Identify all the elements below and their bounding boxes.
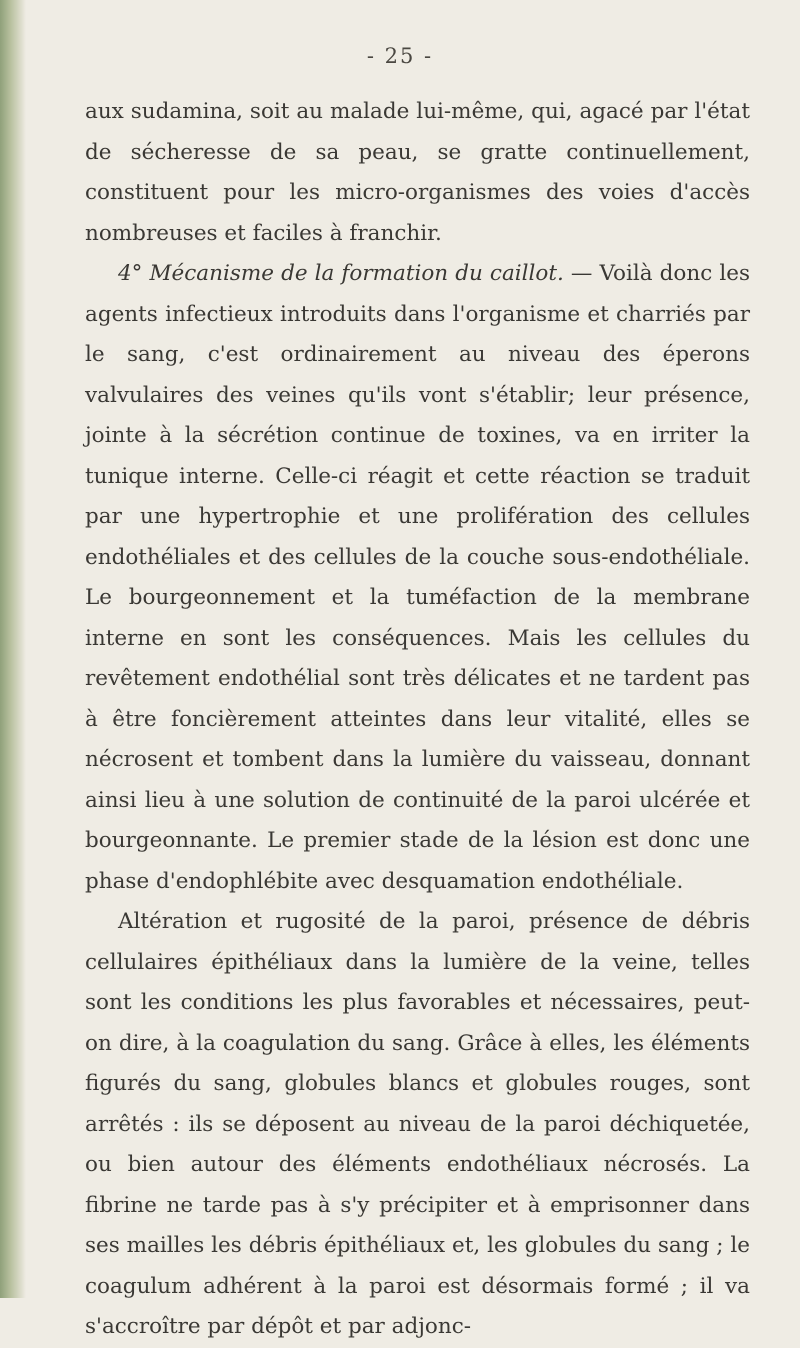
paragraph-continuation: aux sudamina, soit au malade lui-même, qui, agacé par l'état de sécheresse de sa peau, se gratte continuellement, constituent pour les micro-organismes des voies d'accès nombreuses et faciles à franchir.: [85, 99, 750, 246]
body-text: [85, 92, 750, 1348]
paragraph-alteration: Altération et rugosité de la paroi, présence de débris cellulaires épithéliaux dans la lumière de la veine, telles sont les conditions les plus favorables et nécessaires, peut-on dire, à la coagulation du sang. Grâce à elles, les éléments figurés du sang, globules blancs et globules rouges, sont arrêtés : ils se déposent au niveau de la paroi déchiquetée, ou bien autour des éléments endothéliaux nécrosés. La fibrine ne tarde pas à s'y précipiter et à emprisonner dans ses mailles les débris épithéliaux et, les globules du sang ; le coagulum adhérent à la paroi est désormais formé ; il va s'accroître par dépôt et par adjonc-: [85, 909, 750, 1339]
paragraph-mechanism-text: — Voilà donc les agents infectieux introduits dans l'organisme et charriés par le sang, c'est ordinairement au niveau des éperons valvulaires des veines qu'ils vont s'établir; leur présence, jointe à la sécrétion continue de toxines, va en irriter la tunique interne. Celle-ci réagit et cette réaction se traduit par une hypertrophie et une prolifération des cellules endothéliales et des cellules de la couche sous-endothéliale. Le bourgeonnement et la tuméfaction de la membrane interne en sont les conséquences. Mais les cellules du revêtement endothélial sont très délicates et ne tardent pas à être foncièrement atteintes dans leur vitalité, elles se nécrosent et tombent dans la lumière du vaisseau, donnant ainsi lieu à une solution de continuité de la paroi ulcérée et bourgeonnante. Le premier stade de la lésion est donc une phase d'endophlébite avec desquamation endothéliale.: [85, 261, 750, 894]
paragraph-mechanism: [85, 254, 750, 902]
page-number: - 25 -: [366, 44, 434, 68]
section-title: 4° Mécanisme de la formation du caillot.: [118, 261, 564, 286]
